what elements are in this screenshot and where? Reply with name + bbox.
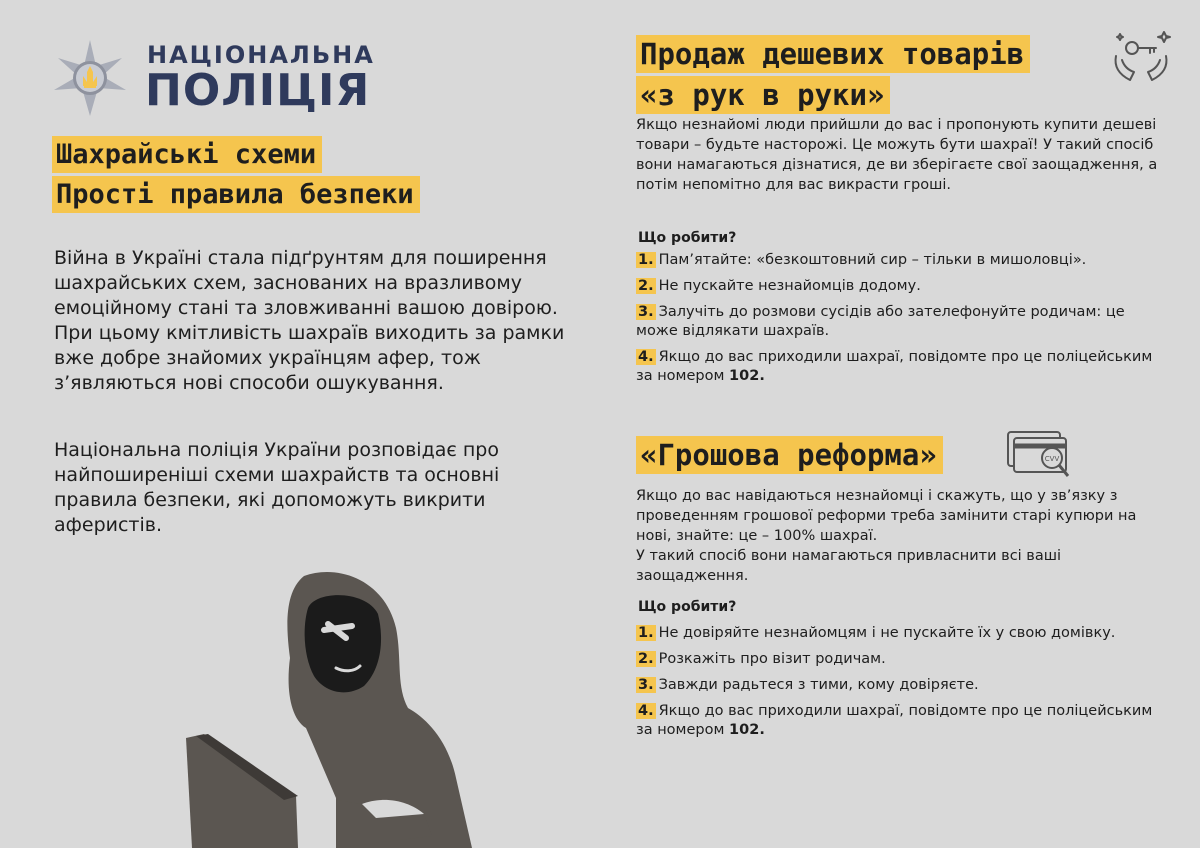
list-item [636, 624, 1166, 643]
list-item-number: 1. [638, 252, 654, 268]
list-item-text: Якщо до вас приходили шахраї, повідомте про це поліцейським за номером [636, 349, 1153, 384]
list-item [636, 348, 1166, 386]
list-item-text: Залучіть до розмови сусідів або зателефонуйте родичам: це може відлякати шахраїв. [636, 304, 1125, 339]
main-title-line1: Шахрайські схеми [52, 136, 322, 173]
section1-title-line1: Продаж дешевих товарів [636, 35, 1030, 73]
list-item-number: 3. [638, 304, 654, 320]
list-item-number: 4. [638, 703, 654, 719]
section1-title [636, 35, 1030, 117]
intro-paragraph-1: Війна в Україні стала підґрунтям для поширення шахрайських схем, заснованих на вразливому емоційному стані та зловживанні вашою довірою. При цьому кмітливість шахраїв виходить за рамки вже добре знайомих українцям афер, тож з’являються нові способи ошукування. [54, 247, 565, 394]
list-item-text: Не довіряйте незнайомцям і не пускайте їх у свою домівку. [658, 625, 1116, 641]
section1-list [636, 251, 1166, 393]
hooded-hacker-laptop-icon [186, 568, 472, 848]
police-star-trident-icon [50, 38, 130, 118]
list-item-number: 2. [638, 278, 654, 294]
section1-body: Якщо незнайомі люди прийшли до вас і пропонують купити дешеві товари – будьте насторожі. Це можуть бути шахраї! У такий спосіб вони намагаються дізнатися, де ви зберігаєте свої заощадження, а потім непомітно для вас викрасти гроші. [636, 117, 1158, 193]
section2-todo-heading: Що робити? [638, 599, 737, 615]
phone-number: 102. [729, 722, 765, 738]
section2-body-line1: Якщо до вас навідаються незнайомці і скажуть, що у зв’язку з проведенням грошової реформи треба замінити старі купюри на нові, знайте: це – 100% шахраї. [636, 488, 1137, 544]
list-item [636, 702, 1166, 740]
list-item [636, 251, 1166, 270]
list-item [636, 676, 1166, 695]
list-item [636, 277, 1166, 296]
police-logo [50, 38, 380, 118]
list-item-text: Розкажіть про візит родичам. [658, 651, 886, 667]
section2-body [636, 486, 1166, 586]
card-cvv-magnifier-icon [1004, 428, 1074, 488]
list-item [636, 650, 1166, 669]
main-title-line2: Прості правила безпеки [52, 176, 420, 213]
list-item-number: 1. [638, 625, 654, 641]
section1-title-line2: «з рук в руки» [636, 76, 890, 114]
section2-body-line2: У такий спосіб вони намагаються привласнити всі ваші заощадження. [636, 548, 1062, 584]
list-item-text: Якщо до вас приходили шахраї, повідомте про це поліцейським за номером [636, 703, 1153, 738]
section2-list [636, 624, 1166, 747]
phone-number: 102. [729, 368, 765, 384]
logo-text-police: ПОЛІЦІЯ [145, 65, 371, 116]
list-item-text: Завжди радьтеся з тими, кому довіряєте. [658, 677, 979, 693]
list-item-number: 4. [638, 349, 654, 365]
list-item-text: Пам’ятайте: «безкоштовний сир – тільки в мишоловці». [658, 252, 1087, 268]
section2-title [636, 436, 943, 477]
list-item [636, 303, 1166, 341]
cvv-label: CVV [1044, 455, 1060, 463]
section1-todo-heading: Що робити? [638, 230, 737, 246]
hands-key-icon [1108, 26, 1174, 86]
section2-title-text: «Грошова реформа» [636, 436, 943, 474]
logo-text-national: НАЦІОНАЛЬНА [147, 41, 375, 69]
list-item-text: Не пускайте незнайомців додому. [658, 278, 921, 294]
main-title [52, 136, 420, 216]
list-item-number: 3. [638, 677, 654, 693]
intro-paragraph-2: Національна поліція України розповідає про найпоширеніші схеми шахрайств та основні правила безпеки, які допоможуть викрити аферистів. [54, 439, 500, 536]
list-item-number: 2. [638, 651, 654, 667]
